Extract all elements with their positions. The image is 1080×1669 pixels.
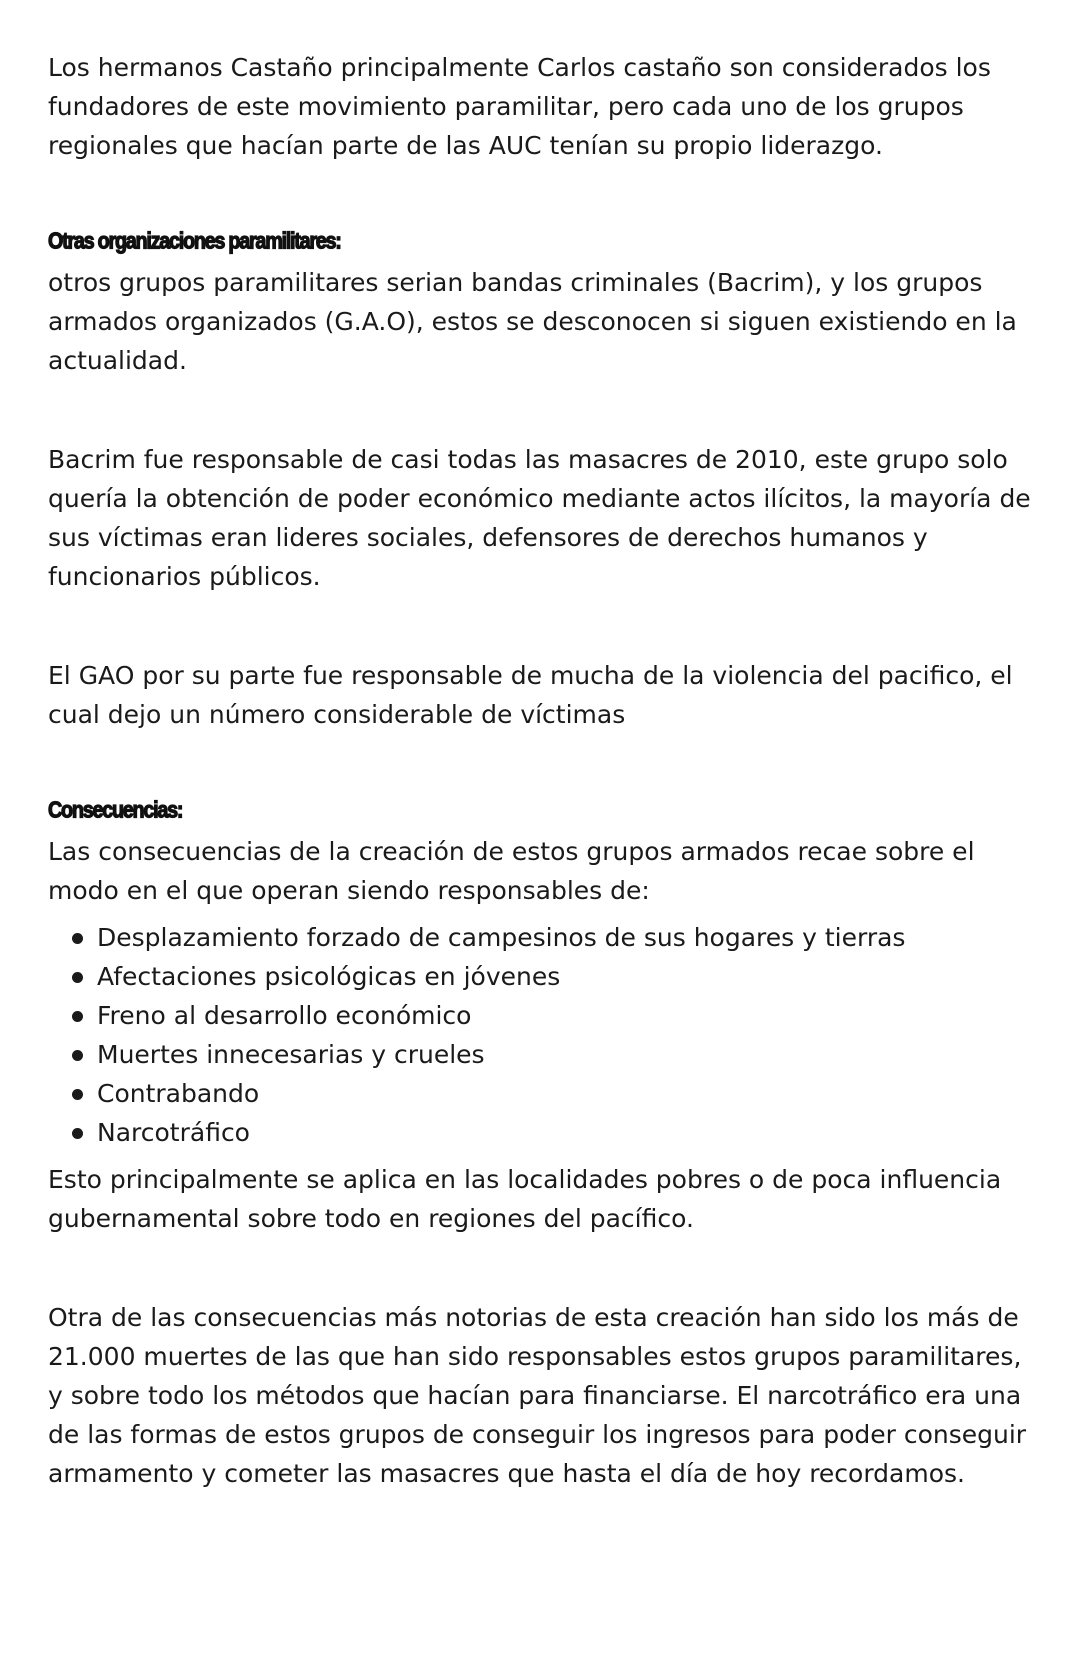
list-item-text: Freno al desarrollo económico [97,1001,472,1030]
consecuencias-final-paragraph: Otra de las consecuencias más notorias de esta creación han sido los más de 21.000 muertes de las que han sido responsables estos grupos paramilitares, y sobre todo los métodos que hacían para financiarse. El narcotráfico era una de las formas de estos grupos de conseguir los ingresos para poder conseguir armamento y cometer las masacres que hasta el día de hoy recordamos. [48,1303,1027,1488]
heading-consecuencias: Consecuencias: [48,796,183,823]
consecuencias-list [48,918,1038,1152]
list-item-text: Muertes innecesarias y crueles [97,1040,485,1069]
document-page [48,48,1038,1493]
gao-paragraph: El GAO por su parte fue responsable de mucha de la violencia del pacifico, el cual dejo un número considerable de víctimas [48,661,1013,729]
heading-otras-organizaciones: Otras organizaciones paramilitares: [48,227,341,254]
bacrim-paragraph: Bacrim fue responsable de casi todas las masacres de 2010, este grupo solo quería la obtención de poder económico mediante actos ilícitos, la mayoría de sus víctimas eran lideres sociales, defensores de derechos humanos y funcionarios públicos. [48,445,1031,591]
list-item-text: Contrabando [97,1079,260,1108]
bullet-icon [72,1011,83,1022]
consecuencias-intro-paragraph: Las consecuencias de la creación de estos grupos armados recae sobre el modo en el que operan siendo responsables de: [48,837,975,905]
consecuencias-after-paragraph: Esto principalmente se aplica en las localidades pobres o de poca influencia gubernamental sobre todo en regiones del pacífico. [48,1165,1002,1233]
list-item-text: Narcotráfico [97,1118,250,1147]
bullet-icon [72,1089,83,1100]
list-item [72,918,1038,957]
list-item [72,1113,1038,1152]
intro-paragraph: Los hermanos Castaño principalmente Carlos castaño son considerados los fundadores de este movimiento paramilitar, pero cada uno de los grupos regionales que hacían parte de las AUC tenían su propio liderazgo. [48,53,991,160]
bullet-icon [72,972,83,983]
list-item [72,957,1038,996]
list-item [72,1074,1038,1113]
bullet-icon [72,1128,83,1139]
otras-paragraph-1: otros grupos paramilitares serian bandas criminales (Bacrim), y los grupos armados organizados (G.A.O), estos se desconocen si siguen existiendo en la actualidad. [48,268,1017,375]
list-item [72,996,1038,1035]
bullet-icon [72,933,83,944]
list-item [72,1035,1038,1074]
bullet-icon [72,1050,83,1061]
list-item-text: Afectaciones psicológicas en jóvenes [97,962,561,991]
list-item-text: Desplazamiento forzado de campesinos de sus hogares y tierras [97,923,906,952]
